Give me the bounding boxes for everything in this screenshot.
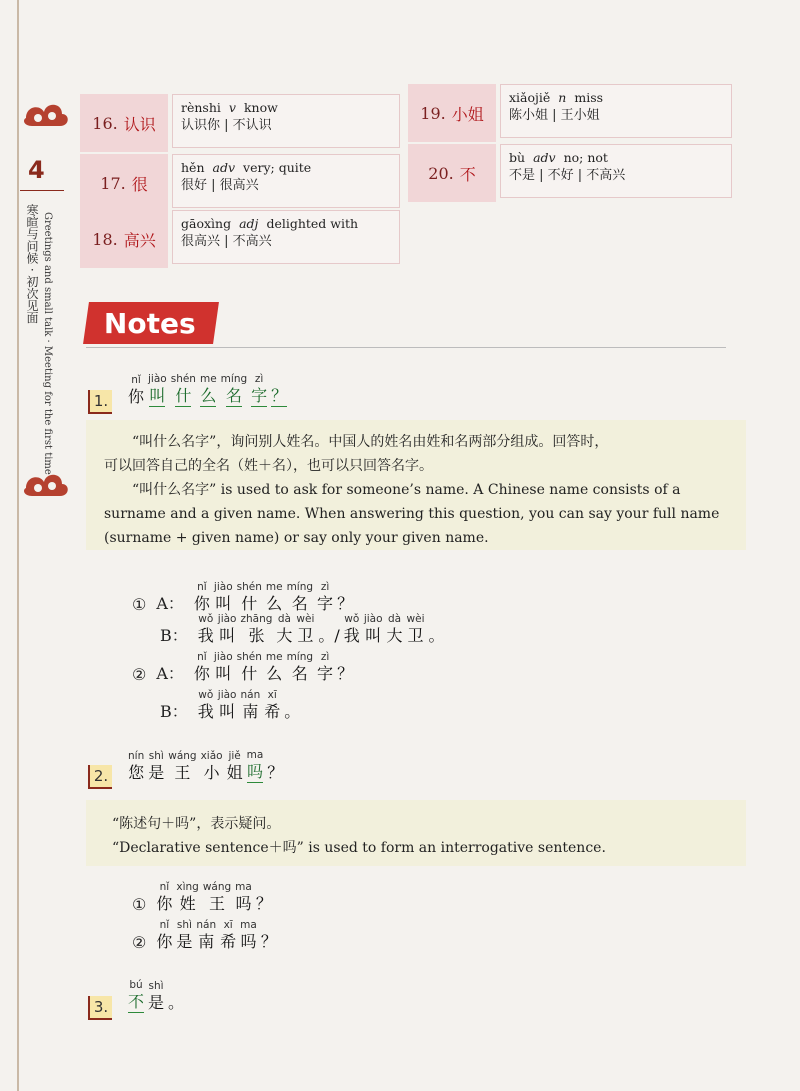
vocab-word: 19. 小姐 bbox=[408, 84, 496, 142]
pinyin: xī bbox=[267, 689, 277, 701]
spine-line bbox=[17, 0, 19, 1091]
vocab-item bbox=[408, 84, 732, 142]
hanzi: 你 bbox=[156, 932, 173, 951]
hanzi: 你 bbox=[193, 594, 210, 613]
example-sentence bbox=[156, 918, 280, 952]
ruby-syllable bbox=[387, 612, 403, 646]
ruby-syllable bbox=[128, 373, 144, 407]
ruby-syllable bbox=[344, 612, 360, 646]
ruby-syllable bbox=[266, 580, 283, 614]
pinyin: ma bbox=[235, 881, 252, 893]
ruby-syllable bbox=[198, 612, 214, 646]
pinyin: jiě bbox=[228, 750, 241, 762]
hanzi: 南 bbox=[198, 932, 215, 951]
note-number: 1. bbox=[88, 390, 112, 414]
ruby-syllable bbox=[240, 918, 257, 952]
example-sentence bbox=[198, 612, 449, 646]
ruby-syllable bbox=[284, 688, 300, 722]
pinyin: jiào bbox=[213, 651, 233, 663]
ruby-syllable bbox=[240, 688, 260, 722]
example-row: ① nǐ 你 xìng 姓 wáng 王 ma 吗 ？ bbox=[132, 880, 276, 914]
example-row: ① A： nǐ 你 jiào 叫 shén 什 me 么 míng 名 zì 字 ？ bbox=[132, 580, 357, 614]
ruby-syllable bbox=[176, 918, 192, 952]
pinyin: me bbox=[265, 651, 283, 663]
pinyin: nǐ bbox=[159, 919, 170, 931]
ruby-syllable bbox=[237, 650, 262, 684]
pinyin: jiào bbox=[363, 613, 383, 625]
hanzi: 小 bbox=[203, 763, 220, 782]
hanzi: 你 bbox=[128, 387, 145, 406]
ruby-syllable bbox=[221, 372, 247, 407]
ruby-syllable bbox=[267, 749, 283, 783]
ruby-syllable bbox=[337, 580, 353, 614]
notes-divider bbox=[86, 347, 726, 348]
vocab-word: 20. 不 bbox=[408, 144, 496, 202]
hanzi: 我 bbox=[197, 626, 214, 645]
vocab-item bbox=[80, 94, 400, 152]
hanzi: 我 bbox=[343, 626, 360, 645]
pinyin: jiào bbox=[213, 581, 233, 593]
ruby-syllable bbox=[218, 688, 237, 722]
pinyin: wèi bbox=[406, 613, 425, 625]
hanzi: 姓 bbox=[179, 894, 196, 913]
hanzi: 叫 bbox=[215, 664, 232, 683]
pinyin: míng bbox=[286, 651, 314, 663]
ruby-syllable bbox=[200, 372, 217, 407]
pinyin: nán bbox=[196, 919, 217, 931]
pinyin: wèi bbox=[296, 613, 315, 625]
hanzi: 。 bbox=[428, 626, 445, 645]
chapter-number: 4 bbox=[28, 156, 45, 184]
ruby-syllable bbox=[201, 749, 223, 783]
hanzi: 叫 bbox=[365, 626, 382, 645]
ruby-syllable bbox=[235, 880, 252, 914]
pinyin: míng bbox=[286, 581, 314, 593]
vocab-definition: rènshi v know 认识你 | 不认识 bbox=[172, 94, 400, 148]
hanzi: 叫 bbox=[219, 626, 236, 645]
ruby-syllable bbox=[198, 688, 214, 722]
hanzi: 名 bbox=[291, 664, 308, 683]
ruby-syllable bbox=[364, 612, 383, 646]
vocab-definition: gāoxìng adj delighted with 很高兴 | 不高兴 bbox=[172, 210, 400, 264]
ruby-syllable bbox=[251, 372, 267, 407]
hanzi: 叫 bbox=[219, 702, 236, 721]
hanzi: ？ bbox=[260, 932, 277, 951]
hanzi: ？ bbox=[337, 664, 354, 683]
pinyin: nǐ bbox=[197, 581, 207, 593]
ruby-syllable bbox=[196, 918, 216, 952]
pinyin: shén bbox=[236, 581, 262, 593]
pinyin: zì bbox=[320, 651, 330, 663]
ruby-syllable bbox=[194, 650, 210, 684]
example-row: ② nǐ 你 shì 是 nán 南 xī 希 ma 吗 ？ bbox=[132, 918, 281, 952]
example-row: ② A： nǐ 你 jiào 叫 shén 什 me 么 míng 名 zì 字 ？ bbox=[132, 650, 357, 684]
vocab-item bbox=[80, 210, 400, 268]
pinyin: nǐ bbox=[131, 374, 141, 386]
explanation-text: “叫什么名字”，询问别人姓名。中国人的姓名由姓和名两部分组成。回答时， 可以回答自己的全名（姓＋名），也可以只回答名字。 “叫什么名字” is used to ask for someone’s name. A Chinese name consists of a surname and a given name. When answering this question, you can say your full name (surname + given name) or say only your given name. bbox=[104, 434, 720, 546]
hanzi: 希 bbox=[220, 932, 237, 951]
note-number: 3. bbox=[88, 996, 112, 1020]
note-number: 2. bbox=[88, 765, 112, 789]
ruby-syllable bbox=[168, 979, 184, 1013]
hanzi: 你 bbox=[156, 894, 173, 913]
ruby-syllable bbox=[318, 612, 339, 646]
pinyin: jiào bbox=[217, 689, 237, 701]
hanzi: 是 bbox=[176, 932, 193, 951]
hanzi: 希 bbox=[264, 702, 281, 721]
note1-heading bbox=[128, 372, 291, 407]
ruby-syllable bbox=[429, 612, 445, 646]
pinyin: dà bbox=[387, 613, 402, 625]
ruby-syllable bbox=[203, 880, 231, 914]
pinyin: xìng bbox=[176, 881, 199, 893]
ruby-syllable bbox=[287, 650, 313, 684]
hanzi: 叫 bbox=[215, 594, 232, 613]
ruby-syllable bbox=[337, 650, 353, 684]
example-sentence bbox=[156, 880, 276, 914]
pinyin: bú bbox=[129, 979, 143, 991]
explanation-text: “陈述句＋吗”，表示疑问。 “Declarative sentence＋吗” is used to form an interrogative sentence. bbox=[112, 816, 606, 856]
hanzi: 字 bbox=[251, 386, 268, 405]
hanzi: 什 bbox=[175, 386, 192, 405]
vocab-definition: bù adv no; not 不是 | 不好 | 不高兴 bbox=[500, 144, 732, 198]
ruby-syllable bbox=[148, 979, 164, 1013]
pinyin: jiào bbox=[148, 373, 167, 385]
hanzi: 你 bbox=[193, 664, 210, 683]
vocab-word: 18. 高兴 bbox=[80, 210, 168, 268]
hanzi: 大 bbox=[386, 626, 403, 645]
pinyin: wǒ bbox=[344, 613, 360, 625]
hanzi: 张 bbox=[248, 626, 265, 645]
hanzi: 。 bbox=[168, 993, 185, 1012]
hanzi: 字 bbox=[317, 664, 334, 683]
ruby-syllable bbox=[214, 580, 233, 614]
ruby-syllable bbox=[256, 880, 272, 914]
ruby-syllable bbox=[176, 880, 198, 914]
ruby-syllable bbox=[148, 372, 167, 407]
ruby-syllable bbox=[287, 580, 313, 614]
ruby-syllable bbox=[266, 650, 283, 684]
example-row: B： wǒ 我 jiào 叫 zhāng 张 dà 大 wèi 卫 。/ wǒ 我 jiào 叫 dà 大 wèi 卫 。 bbox=[160, 612, 449, 646]
hanzi: 字 bbox=[317, 594, 334, 613]
pinyin: shì bbox=[176, 919, 192, 931]
ruby-syllable bbox=[128, 749, 144, 783]
hanzi: 不 bbox=[128, 992, 145, 1011]
pinyin: shì bbox=[148, 980, 164, 992]
pinyin: nín bbox=[128, 750, 145, 762]
hanzi: 什 bbox=[241, 664, 258, 683]
pinyin: zhāng bbox=[240, 613, 273, 625]
hanzi: 您 bbox=[128, 763, 145, 782]
hanzi: 卫 bbox=[297, 626, 314, 645]
pinyin: nán bbox=[240, 689, 261, 701]
ruby-syllable bbox=[218, 612, 237, 646]
hanzi: 吗 bbox=[246, 762, 263, 781]
notes-banner: Notes bbox=[83, 302, 219, 344]
ruby-syllable bbox=[220, 918, 236, 952]
hanzi: 叫 bbox=[149, 386, 166, 405]
vocab-item bbox=[408, 144, 732, 202]
pinyin: jiào bbox=[217, 613, 237, 625]
vocab-definition: xiǎojiě n miss 陈小姐 | 王小姐 bbox=[500, 84, 732, 138]
ruby-syllable bbox=[261, 918, 277, 952]
ruby-syllable bbox=[171, 372, 196, 407]
pinyin: me bbox=[265, 581, 283, 593]
ruby-syllable bbox=[128, 978, 144, 1013]
chapter-subtitle: Greetings and small talk · Meeting for the first time bbox=[42, 212, 53, 475]
hanzi: 大 bbox=[276, 626, 293, 645]
pinyin: wǒ bbox=[198, 689, 214, 701]
pinyin: wǒ bbox=[198, 613, 214, 625]
ruby-syllable bbox=[407, 612, 425, 646]
hanzi: ？ bbox=[255, 894, 272, 913]
pinyin: nǐ bbox=[159, 881, 170, 893]
hanzi: 。/ bbox=[318, 626, 340, 645]
ruby-syllable bbox=[148, 749, 164, 783]
ruby-syllable bbox=[156, 880, 172, 914]
example-sentence bbox=[194, 650, 357, 684]
hanzi: 。 bbox=[284, 702, 301, 721]
hanzi: 什 bbox=[241, 594, 258, 613]
ruby-syllable bbox=[276, 612, 292, 646]
pinyin: xī bbox=[223, 919, 233, 931]
pinyin: wáng bbox=[202, 881, 232, 893]
example-sentence bbox=[198, 688, 305, 722]
pinyin: míng bbox=[220, 373, 248, 385]
ruby-syllable bbox=[214, 650, 233, 684]
pinyin: nǐ bbox=[197, 651, 207, 663]
pinyin: zì bbox=[254, 373, 264, 385]
note2-heading bbox=[128, 748, 287, 783]
ruby-syllable bbox=[227, 749, 243, 783]
ruby-syllable bbox=[296, 612, 314, 646]
ruby-syllable bbox=[271, 372, 287, 407]
pinyin: xiǎo bbox=[200, 750, 223, 762]
chapter-title: 寒暄与问候 · 初次见面 bbox=[25, 204, 39, 324]
ruby-syllable bbox=[237, 580, 262, 614]
ruby-syllable bbox=[156, 918, 172, 952]
example-row: B： wǒ 我 jiào 叫 nán 南 xī 希 。 bbox=[160, 688, 304, 722]
hanzi: 么 bbox=[200, 386, 217, 405]
ruby-syllable bbox=[240, 612, 272, 646]
pinyin: me bbox=[199, 373, 217, 385]
pinyin: shì bbox=[148, 750, 164, 762]
hanzi: 姐 bbox=[226, 763, 243, 782]
hanzi: 我 bbox=[197, 702, 214, 721]
vocab-word: 17. 很 bbox=[80, 154, 168, 212]
pinyin: zì bbox=[320, 581, 330, 593]
hanzi: 王 bbox=[174, 763, 191, 782]
ruby-syllable bbox=[194, 580, 210, 614]
pinyin: shén bbox=[170, 373, 196, 385]
pinyin: shén bbox=[236, 651, 262, 663]
pinyin: ma bbox=[246, 749, 264, 761]
hanzi: 名 bbox=[291, 594, 308, 613]
vocab-item bbox=[80, 154, 400, 212]
hanzi: ？ bbox=[271, 386, 288, 405]
hanzi: ？ bbox=[267, 763, 284, 782]
cloud-ornament-icon bbox=[22, 466, 72, 506]
hanzi: 吗 bbox=[240, 932, 257, 951]
hanzi: 名 bbox=[225, 386, 242, 405]
ruby-syllable bbox=[317, 580, 333, 614]
pinyin: dà bbox=[277, 613, 291, 625]
hanzi: 是 bbox=[148, 763, 165, 782]
hanzi: ？ bbox=[337, 594, 354, 613]
example-sentence bbox=[194, 580, 357, 614]
ruby-syllable bbox=[317, 650, 333, 684]
vocab-definition: hěn adv very; quite 很好 | 很高兴 bbox=[172, 154, 400, 208]
hanzi: 么 bbox=[266, 664, 283, 683]
hanzi: 是 bbox=[148, 993, 165, 1012]
pinyin: wáng bbox=[168, 750, 197, 762]
vocab-word: 16. 认识 bbox=[80, 94, 168, 152]
hanzi: 吗 bbox=[235, 894, 252, 913]
hanzi: 王 bbox=[208, 894, 225, 913]
note3-heading bbox=[128, 978, 188, 1013]
ruby-syllable bbox=[168, 749, 196, 783]
pinyin: ma bbox=[240, 919, 257, 931]
hanzi: 南 bbox=[242, 702, 259, 721]
ruby-syllable bbox=[247, 748, 264, 783]
ruby-syllable bbox=[264, 688, 280, 722]
chapter-rule bbox=[20, 190, 64, 191]
hanzi: 卫 bbox=[407, 626, 424, 645]
cloud-ornament-icon bbox=[22, 96, 72, 136]
hanzi: 么 bbox=[266, 594, 283, 613]
